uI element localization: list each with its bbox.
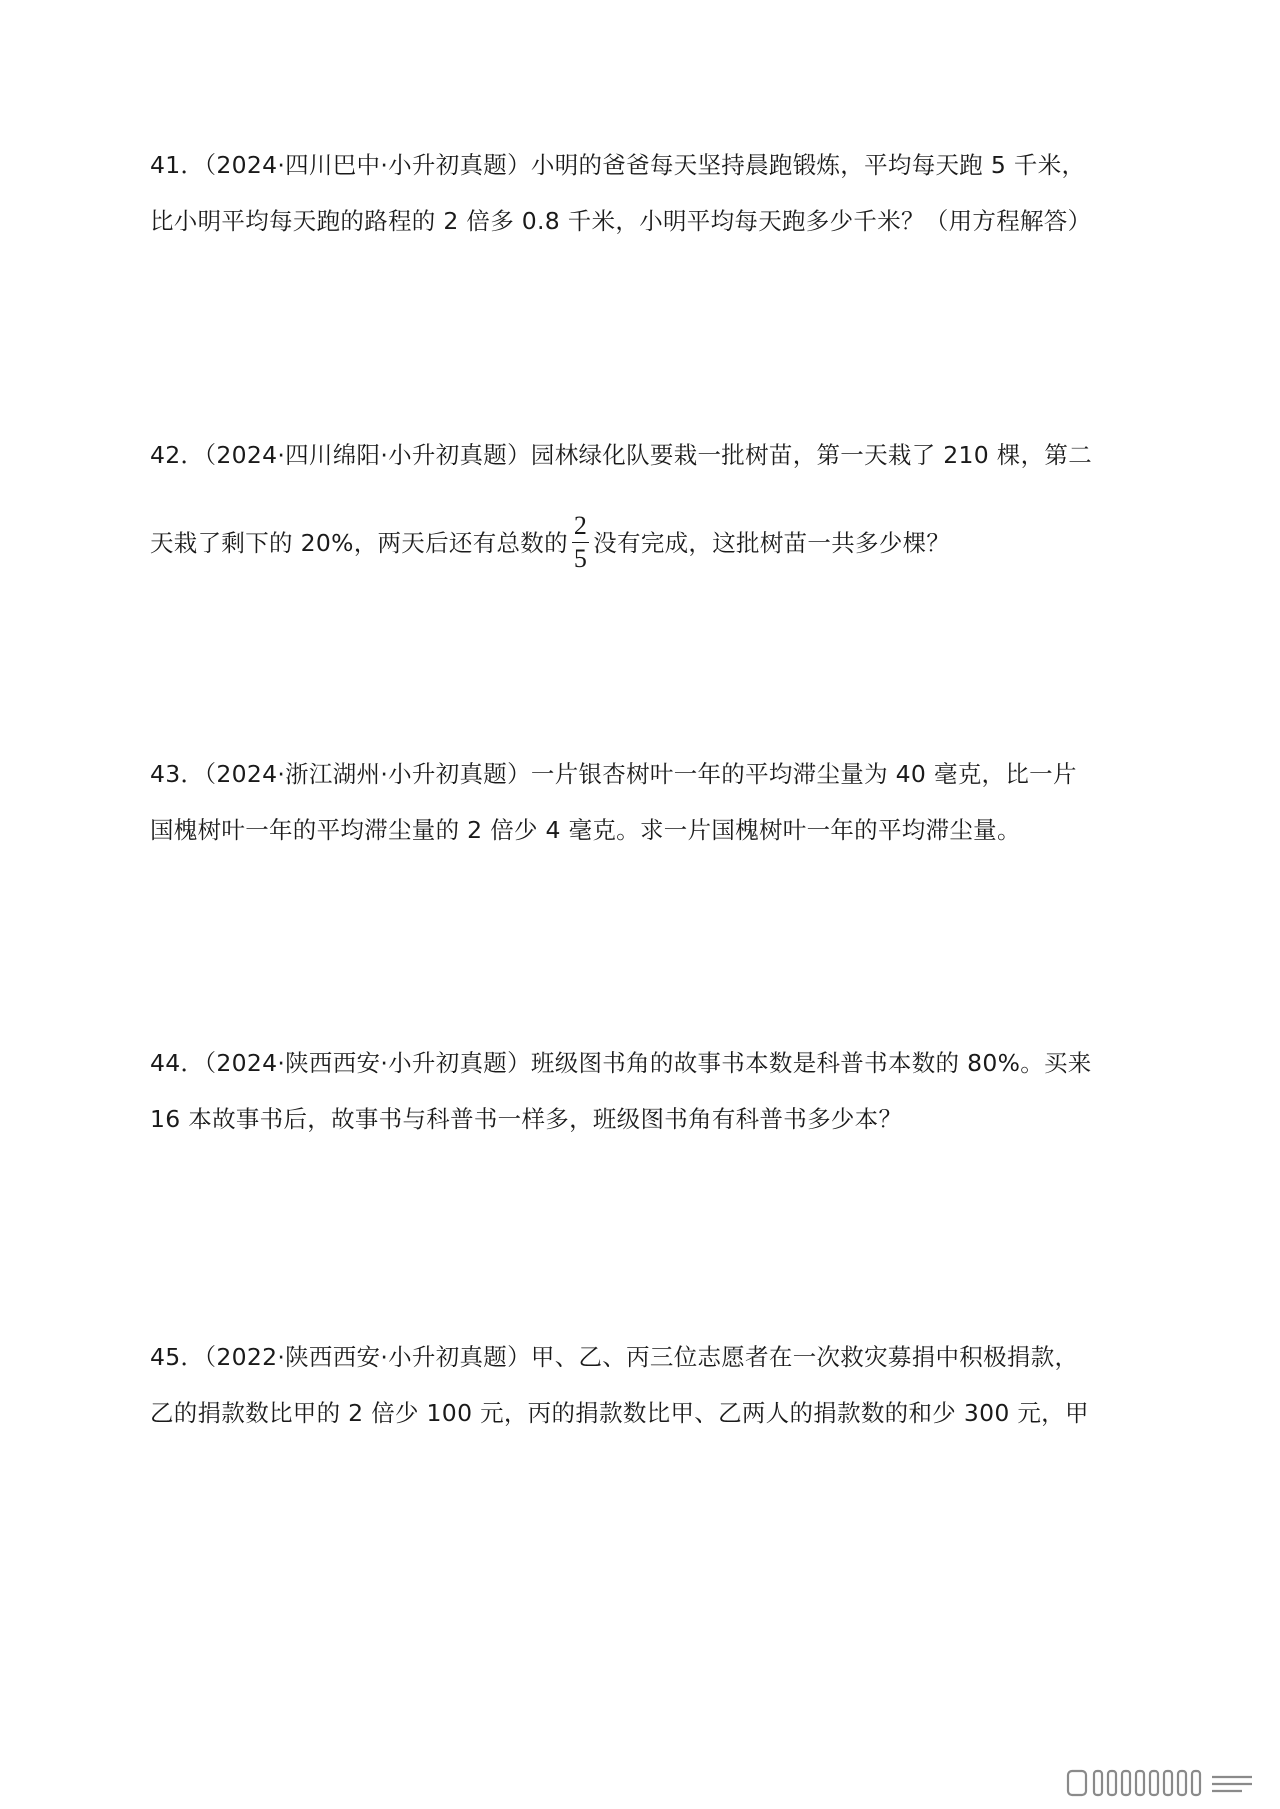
fraction-two-fifths bbox=[572, 511, 589, 574]
fraction-numerator: 2 bbox=[573, 511, 588, 540]
problem-42-line-2-before: 天栽了剩下的 20%，两天后还有总数的 bbox=[150, 529, 568, 557]
fraction-denominator: 5 bbox=[573, 544, 588, 573]
problem-44-line-2: 16 本故事书后，故事书与科普书一样多，班级图书角有科普书多少本？ bbox=[150, 1105, 903, 1133]
problem-44-line-1: 44．（2024·陕西西安·小升初真题）班级图书角的故事书本数是科普书本数的 80%。买来 bbox=[150, 1049, 1092, 1077]
problem-42-line-2 bbox=[150, 508, 950, 578]
problem-45-line-2: 乙的捐款数比甲的 2 倍少 100 元，丙的捐款数比甲、乙两人的捐款数的和少 300 元，甲 bbox=[150, 1399, 1089, 1427]
fraction-bar bbox=[572, 542, 589, 543]
problem-45-line-1: 45．（2022·陕西西安·小升初真题）甲、乙、丙三位志愿者在一次救灾募捐中积极捐款， bbox=[150, 1343, 1079, 1371]
problem-42-line-2-after: 没有完成，这批树苗一共多少棵？ bbox=[593, 529, 951, 557]
problem-43-line-2: 国槐树叶一年的平均滞尘量的 2 倍少 4 毫克。求一片国槐树叶一年的平均滞尘量。 bbox=[150, 816, 1021, 844]
problem-42-line-1: 42．（2024·四川绵阳·小升初真题）园林绿化队要栽一批树苗，第一天栽了 210 棵，第二 bbox=[150, 441, 1092, 469]
problem-43-line-1: 43．（2024·浙江湖州·小升初真题）一片银杏树叶一年的平均滞尘量为 40 毫克，比一片 bbox=[150, 760, 1077, 788]
problem-41-line-1: 41．（2024·四川巴中·小升初真题）小明的爸爸每天坚持晨跑锻炼，平均每天跑 5 千米， bbox=[150, 151, 1086, 179]
problem-41-line-2: 比小明平均每天跑的路程的 2 倍多 0.8 千米，小明平均每天跑多少千米？（用方程解答） bbox=[150, 207, 1092, 235]
watermark-logo-icon bbox=[1062, 1767, 1262, 1799]
